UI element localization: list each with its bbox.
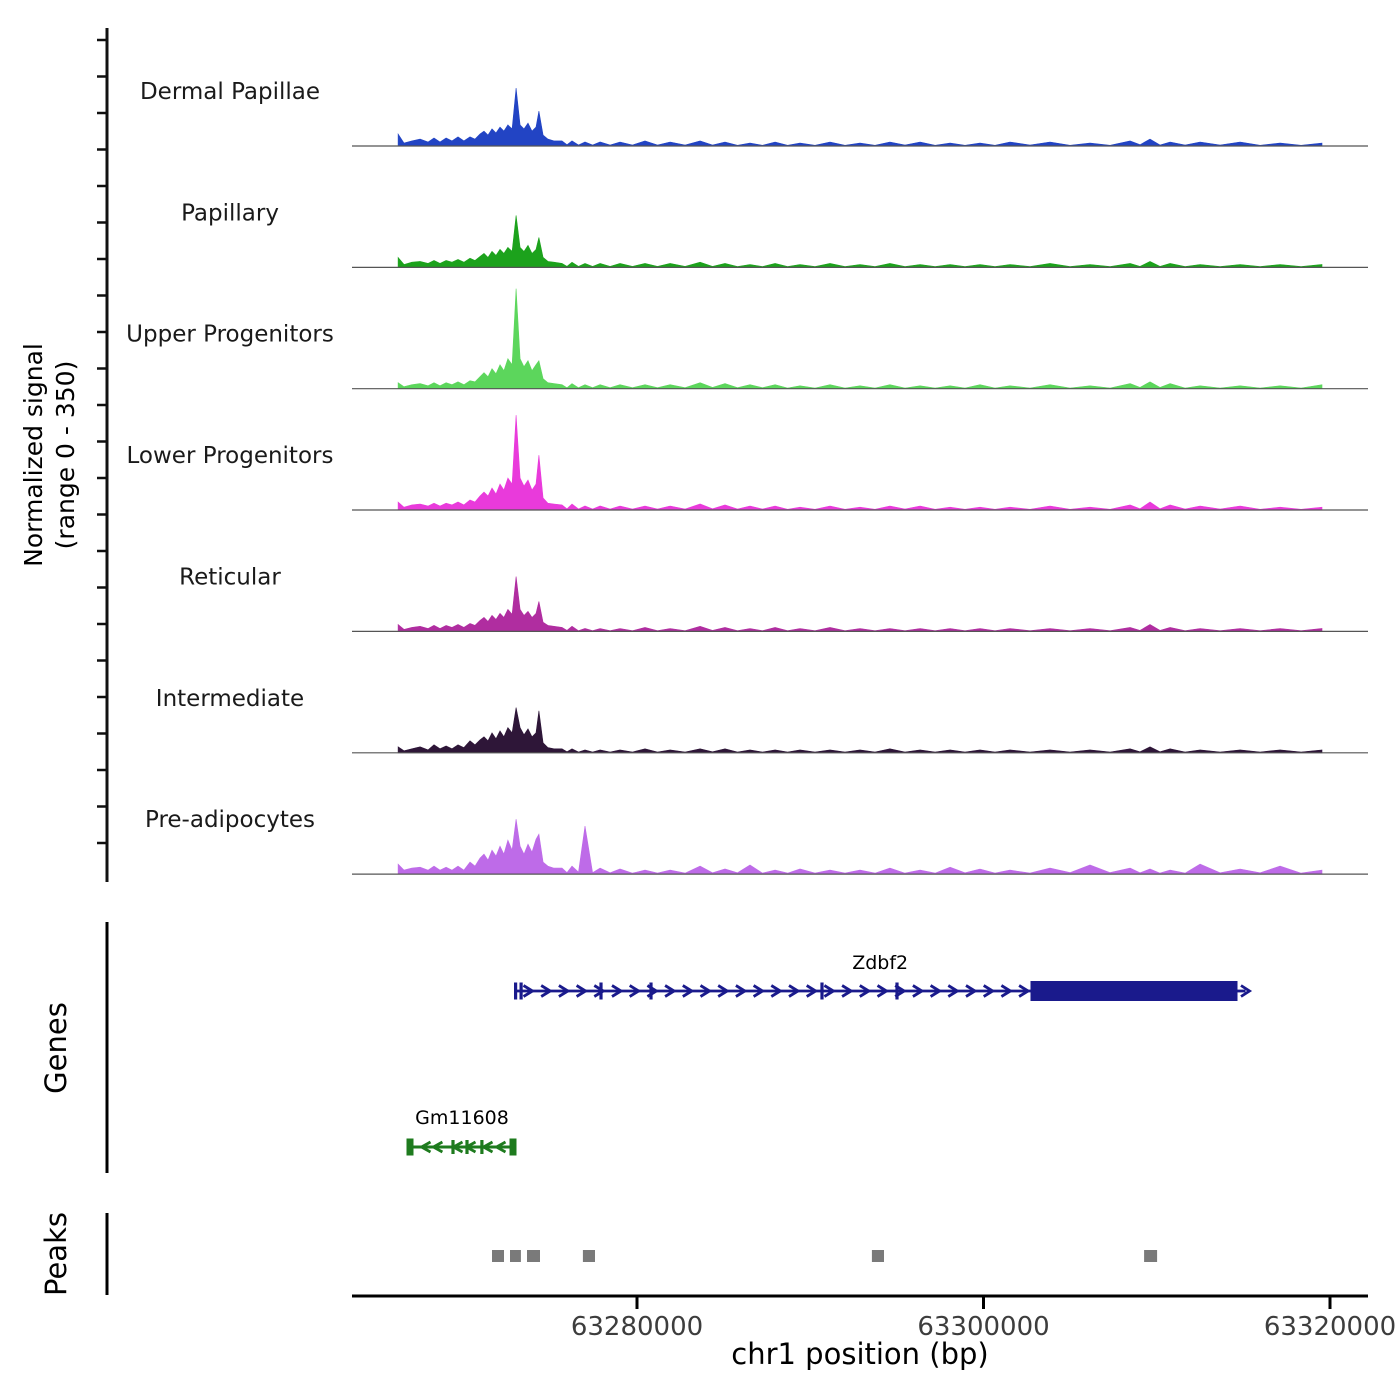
track-dermal-papillae [140, 79, 1368, 146]
signal-axis [97, 28, 107, 882]
gene-label-gm11608: Gm11608 [415, 1107, 509, 1129]
x-axis-tick-label: 63280000 [570, 1312, 704, 1342]
track-label-papillary: Papillary [181, 200, 279, 227]
signal-area-papillary [398, 215, 1322, 267]
signal-area-dermal-papillae [398, 88, 1322, 146]
peak-box [527, 1250, 540, 1262]
track-reticular [179, 564, 1368, 631]
track-label-dermal-papillae: Dermal Papillae [139, 79, 321, 105]
track-intermediate [156, 686, 1368, 753]
x-axis-tick-label: 63300000 [917, 1312, 1050, 1342]
peaks-section-label: Peaks [39, 1212, 73, 1296]
peak-box [872, 1250, 884, 1262]
x-axis-label: chr1 position (bp) [731, 1337, 989, 1371]
track-lower-progenitors [127, 415, 1368, 510]
signal-area-pre-adipocytes [398, 819, 1322, 874]
signal-area-intermediate [398, 708, 1322, 753]
gene-gm11608 [407, 1107, 517, 1156]
generated-chart-layers [97, 28, 1396, 1342]
track-label-lower-progenitors: Lower Progenitors [126, 443, 334, 469]
x-axis [352, 1296, 1396, 1342]
x-axis-tick-label: 63320000 [1263, 1312, 1397, 1342]
track-label-upper-progenitors: Upper Progenitors [126, 321, 334, 348]
signal-area-upper-progenitors [398, 289, 1322, 389]
genes-section-label: Genes [39, 1002, 73, 1094]
track-label-intermediate: Intermediate [155, 685, 305, 712]
y-axis-label-line1: Normalized signal [19, 343, 48, 567]
peak-box [583, 1250, 595, 1262]
signal-area-lower-progenitors [398, 415, 1322, 510]
gene-end-bar [510, 1139, 517, 1156]
peak-box [510, 1250, 521, 1262]
track-label-pre-adipocytes: Pre-adipocytes [144, 807, 316, 834]
track-pre-adipocytes [145, 807, 1368, 874]
track-upper-progenitors [126, 289, 1368, 389]
peaks-track [492, 1250, 1157, 1262]
gene-zdbf2 [515, 952, 1250, 1001]
peak-box [1144, 1250, 1157, 1262]
track-label-reticular: Reticular [179, 564, 281, 591]
gene-label-zdbf2: Zdbf2 [852, 952, 909, 974]
y-axis-label-line2: (range 0 - 350) [51, 360, 80, 550]
track-papillary [181, 200, 1368, 267]
gene-utr-box [1031, 981, 1238, 1001]
signal-area-reticular [398, 577, 1322, 632]
peak-box [492, 1250, 504, 1262]
gene-end-bar [407, 1139, 414, 1156]
